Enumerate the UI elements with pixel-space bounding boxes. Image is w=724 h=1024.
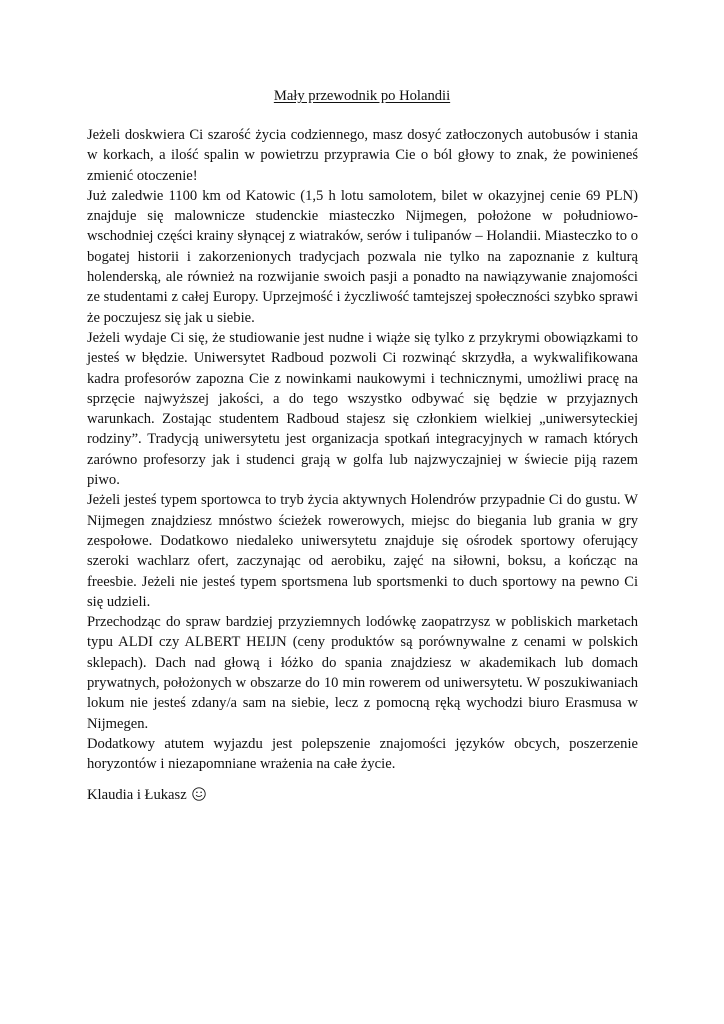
paragraph-intro: Jeżeli doskwiera Ci szarość życia codziennego, masz dosyć zatłoczonych autobusów i stania w korkach, a ilość spalin w powietrzu przyprawia Cie o ból głowy to znak, że powinieneś zmienić otoczenie! — [87, 127, 638, 184]
signature — [87, 785, 206, 805]
document-title — [0, 86, 724, 106]
document-title-text: Mały przewodnik po Holandii — [273, 88, 451, 104]
paragraph-university: Jeżeli wydaje Ci się, że studiowanie jest nudne i wiąże się tylko z przykrymi obowiązkami to jesteś w błędzie. Uniwersytet Radboud pozwoli Ci rozwinąć skrzydła, a wykwalifikowana kadra profesorów zapozna Cie z nowinkami naukowymi i technicznymi, umożliwi pracę na sprzęcie najwyższej jakości, a do tego wszystko odbywać się będzie w przyjaznych warunkach. Zostając studentem Radboud stajesz się członkiem wielkiej „uniwersyteckiej rodziny”. Tradycją uniwersytetu jest organizacja spotkań integracyjnych w ramach których zarówno profesorzy jak i studenci grają w golfa lub najzwyczajniej w świecie piją razem piwo. — [87, 329, 638, 489]
smiley-face-icon-svg — [192, 787, 206, 801]
paragraph-nijmegen: Już zaledwie 1100 km od Katowic (1,5 h lotu samolotem, bilet w okazyjnej cenie 69 PLN) znajduje się malownicze studenckie miasteczko Nijmegen, położone w południowo-wschodniej części krainy słynącej z wiatraków, serów i tulipanów – Holandii. Miasteczko to o bogatej historii i zakorzenionych tradycjach pozwala nie tylko na zapoznanie z kulturą holenderską, ale również na rozwijanie swoich pasji a ponadto na nawiązywanie znajomości ze studentami z całej Europy. Uprzejmość i życzliwość tamtejszej społeczności szybko sprawi że poczujesz się jak u siebie. — [87, 187, 638, 326]
signature-text: Klaudia i Łukasz — [87, 787, 187, 803]
paragraph-benefits: Dodatkowy atutem wyjazdu jest polepszenie znajomości języków obcych, poszerzenie horyzontów i niezapomniane wrażenia na całe życie. — [87, 735, 638, 773]
paragraph-practical: Przechodząc do spraw bardziej przyziemnych lodówkę zaopatrzysz w pobliskich marketach typu ALDI czy ALBERT HEIJN (ceny produktów są porównywalne z cenami w polskich sklepach). Dach nad głową i łóżko do spania znajdziesz w akademikach lub domach prywatnych, położonych w obszarze do 10 min rowerem od uniwersytetu. W poszukiwaniach lokum nie jesteś zdany/a sam na siebie, lecz z pomocną ręką wychodzi biuro Erasmusa w Nijmegen. — [87, 614, 638, 732]
document-body — [87, 125, 638, 775]
smiley-face-icon — [192, 787, 206, 804]
paragraph-sport: Jeżeli jesteś typem sportowca to tryb życia aktywnych Holendrów przypadnie Ci do gustu. W Nijmegen znajdziesz mnóstwo ścieżek rowerowych, miejsc do biegania lub grania w gry zespołowe. Dodatkowo niedaleko uniwersytetu znajduje się ośrodek sportowy oferujący szeroki wachlarz ofert, zaczynając od aerobiku, zajęć na siłowni, boksu, a kończąc na freesbie. Jeżeli nie jesteś typem sportsmena lub sportsmenki to duch sportowy na pewno Ci się udzieli. — [87, 492, 638, 610]
